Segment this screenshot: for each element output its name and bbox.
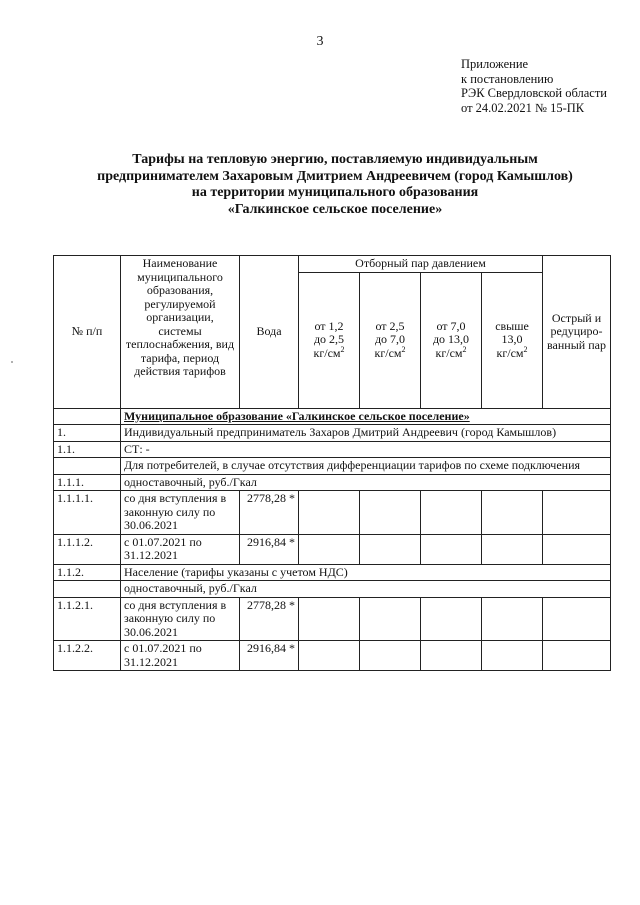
pressure-unit: $кг/см^2$ bbox=[374, 344, 406, 360]
appendix-line: Приложение bbox=[461, 57, 529, 71]
water-value: 2916,84 * bbox=[240, 534, 299, 564]
empty-cell bbox=[299, 491, 360, 535]
row-text: с 01.07.2021 по 31.12.2021 bbox=[121, 534, 240, 564]
empty-cell bbox=[482, 641, 543, 671]
appendix-line: от 24.02.2021 № 15-ПК bbox=[461, 100, 585, 115]
pressure-from: от 7,0 bbox=[436, 318, 466, 333]
pressure-from: от 2,5 bbox=[375, 318, 405, 333]
row-text: с 01.07.2021 по 31.12.2021 bbox=[121, 641, 240, 671]
empty-cell bbox=[54, 408, 121, 425]
pressure-to: до 13,0 bbox=[432, 332, 470, 347]
row-text: одноставочный, руб./Гкал bbox=[121, 474, 611, 491]
pressure-to: до 2,5 bbox=[313, 332, 345, 347]
row-text: Для потребителей, в случае отсутствия дифференциации тарифов по схеме подключения bbox=[121, 458, 611, 475]
row-text: со дня вступления в законную силу по 30.06.2021 bbox=[121, 597, 240, 641]
pressure-unit: $кг/см^2$ bbox=[313, 344, 345, 360]
row-text: СТ: - bbox=[121, 441, 611, 458]
header-num: № п/п bbox=[54, 256, 121, 409]
empty-cell bbox=[482, 534, 543, 564]
scan-speck bbox=[11, 361, 13, 363]
tariff-table bbox=[53, 255, 611, 671]
table-row bbox=[54, 641, 611, 671]
row-num: 1.1.2.1. bbox=[54, 597, 121, 641]
page-number: 3 bbox=[316, 34, 324, 49]
row-num: 1.1. bbox=[54, 441, 121, 458]
row-num: 1.1.2. bbox=[54, 564, 121, 581]
empty-cell bbox=[421, 491, 482, 535]
table-row bbox=[54, 581, 611, 598]
empty-cell bbox=[360, 641, 421, 671]
row-num: 1. bbox=[54, 425, 121, 442]
empty-cell bbox=[360, 491, 421, 535]
appendix-line: РЭК Свердловской области bbox=[461, 86, 607, 101]
row-num: 1.1.1.1. bbox=[54, 491, 121, 535]
document-title bbox=[40, 152, 630, 218]
row-text: одноставочный, руб./Гкал bbox=[121, 581, 611, 598]
pressure-from: от 1,2 bbox=[314, 318, 344, 333]
pressure-unit: $кг/см^2$ bbox=[496, 344, 528, 360]
row-num: 1.1.2.2. bbox=[54, 641, 121, 671]
title-line: Тарифы на тепловую энергию, поставляемую индивидуальным bbox=[132, 152, 538, 167]
empty-cell bbox=[360, 534, 421, 564]
water-value: 2778,28 * bbox=[240, 491, 299, 535]
header-pressure-4 bbox=[482, 272, 543, 408]
header-pressure-1 bbox=[299, 272, 360, 408]
header-sharp-steam: Острый и редуциро-ванный пар bbox=[543, 256, 611, 409]
pressure-to: до 7,0 bbox=[374, 332, 406, 347]
empty-cell bbox=[482, 491, 543, 535]
water-value: 2916,84 * bbox=[240, 641, 299, 671]
pressure-unit: $кг/см^2$ bbox=[435, 344, 467, 360]
empty-cell bbox=[543, 491, 611, 535]
table-row bbox=[54, 534, 611, 564]
row-num bbox=[54, 581, 121, 598]
table-row bbox=[54, 491, 611, 535]
table-row bbox=[54, 458, 611, 475]
empty-cell bbox=[482, 597, 543, 641]
row-text: Индивидуальный предприниматель Захаров Дмитрий Андреевич (город Камышлов) bbox=[121, 425, 611, 442]
municipality-name: Муниципальное образование «Галкинское сельское поселение» bbox=[121, 408, 611, 425]
header-row bbox=[54, 256, 611, 273]
empty-cell bbox=[543, 534, 611, 564]
header-pressure-2 bbox=[360, 272, 421, 408]
pressure-to: 13,0 bbox=[501, 332, 523, 347]
empty-cell bbox=[421, 534, 482, 564]
appendix-block bbox=[461, 57, 607, 115]
empty-cell bbox=[543, 641, 611, 671]
empty-cell bbox=[421, 641, 482, 671]
municipality-row bbox=[54, 408, 611, 425]
pressure-from: свыше bbox=[495, 318, 529, 333]
table-row bbox=[54, 564, 611, 581]
row-num: 1.1.1.2. bbox=[54, 534, 121, 564]
empty-cell bbox=[543, 597, 611, 641]
appendix-line: к постановлению bbox=[461, 71, 554, 86]
table-row bbox=[54, 474, 611, 491]
row-num bbox=[54, 458, 121, 475]
header-name: Наименование муниципального образования, регулируемой организации, системы теплоснабжения, вид тарифа, период действия тарифов bbox=[121, 256, 240, 409]
title-line: «Галкинское сельское поселение» bbox=[227, 201, 443, 217]
row-text: со дня вступления в законную силу по 30.06.2021 bbox=[121, 491, 240, 535]
row-num: 1.1.1. bbox=[54, 474, 121, 491]
water-value: 2778,28 * bbox=[240, 597, 299, 641]
empty-cell bbox=[299, 597, 360, 641]
empty-cell bbox=[299, 641, 360, 671]
header-water: Вода bbox=[240, 256, 299, 409]
empty-cell bbox=[421, 597, 482, 641]
empty-cell bbox=[360, 597, 421, 641]
empty-cell bbox=[299, 534, 360, 564]
table-row bbox=[54, 425, 611, 442]
title-line: на территории муниципального образования bbox=[191, 185, 479, 200]
header-steam-group: Отборный пар давлением bbox=[299, 256, 543, 273]
title-line: предпринимателем Захаровым Дмитрием Андреевичем (город Камышлов) bbox=[97, 168, 573, 184]
table-row bbox=[54, 597, 611, 641]
header-pressure-3 bbox=[421, 272, 482, 408]
row-text: Население (тарифы указаны с учетом НДС) bbox=[121, 564, 611, 581]
table-row bbox=[54, 441, 611, 458]
